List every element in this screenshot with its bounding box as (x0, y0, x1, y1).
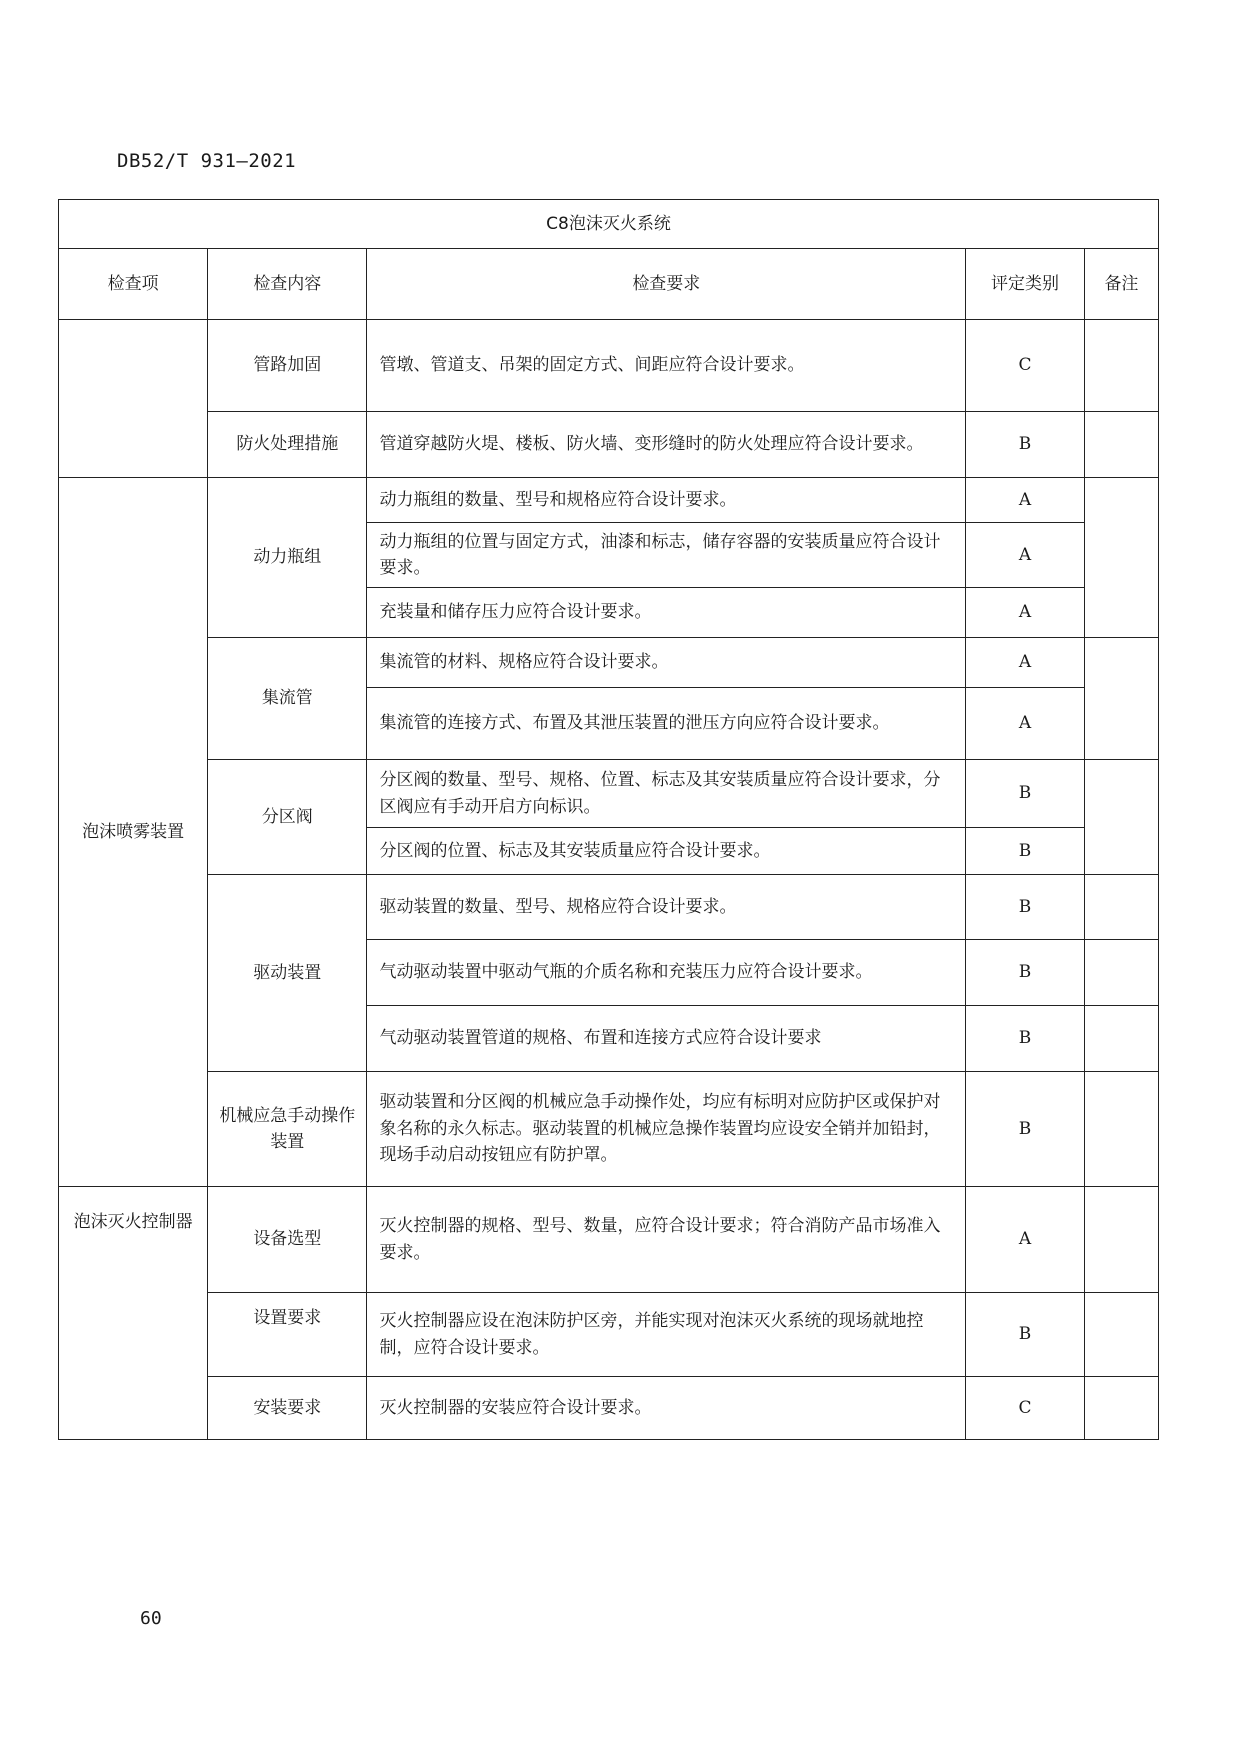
category-cell: B (966, 1072, 1085, 1187)
requirement-cell: 充装量和储存压力应符合设计要求。 (367, 588, 966, 638)
note-cell (1084, 1187, 1158, 1293)
note-cell (1084, 638, 1158, 760)
category-cell: A (966, 1187, 1085, 1293)
document-id: DB52/T 931—2021 (117, 150, 297, 172)
requirement-cell: 灭火控制器的安装应符合设计要求。 (367, 1377, 966, 1440)
content-cell: 管路加固 (208, 320, 367, 412)
requirement-cell: 集流管的材料、规格应符合设计要求。 (367, 638, 966, 688)
table-row (59, 638, 1159, 688)
content-cell: 安装要求 (208, 1377, 367, 1440)
content-cell: 分区阀 (208, 760, 367, 875)
requirement-cell: 气动驱动装置管道的规格、布置和连接方式应符合设计要求 (367, 1006, 966, 1072)
category-cell: C (966, 1377, 1085, 1440)
note-cell (1084, 478, 1158, 638)
content-cell: 集流管 (208, 638, 367, 760)
table-row (59, 1072, 1159, 1187)
requirement-cell: 分区阀的位置、标志及其安装质量应符合设计要求。 (367, 828, 966, 875)
content-cell: 设置要求 (208, 1293, 367, 1377)
table-row (59, 412, 1159, 478)
item-cell (59, 320, 208, 478)
table-row (59, 875, 1159, 940)
content-cell: 机械应急手动操作装置 (208, 1072, 367, 1187)
note-cell (1084, 412, 1158, 478)
table-row (59, 760, 1159, 828)
category-cell: A (966, 588, 1085, 638)
note-cell (1084, 1293, 1158, 1377)
header-item: 检查项 (59, 249, 208, 320)
requirement-cell: 管道穿越防火堤、楼板、防火墙、变形缝时的防火处理应符合设计要求。 (367, 412, 966, 478)
category-cell: A (966, 638, 1085, 688)
content-cell: 动力瓶组 (208, 478, 367, 638)
category-cell: B (966, 875, 1085, 940)
content-cell: 防火处理措施 (208, 412, 367, 478)
page-number: 60 (140, 1608, 162, 1629)
category-cell: B (966, 1293, 1085, 1377)
table-row (59, 320, 1159, 412)
category-cell: A (966, 478, 1085, 523)
category-cell: B (966, 1006, 1085, 1072)
note-cell (1084, 1072, 1158, 1187)
header-requirement: 检查要求 (367, 249, 966, 320)
item-cell: 泡沫灭火控制器 (59, 1187, 208, 1440)
content-cell: 驱动装置 (208, 875, 367, 1072)
category-cell: B (966, 940, 1085, 1006)
header-content: 检查内容 (208, 249, 367, 320)
requirement-cell: 动力瓶组的位置与固定方式，油漆和标志，储存容器的安装质量应符合设计要求。 (367, 523, 966, 588)
table-header-row (59, 249, 1159, 320)
requirement-cell: 分区阀的数量、型号、规格、位置、标志及其安装质量应符合设计要求，分区阀应有手动开启方向标识。 (367, 760, 966, 828)
table-row (59, 1187, 1159, 1293)
inspection-table (58, 199, 1159, 1440)
note-cell (1084, 320, 1158, 412)
requirement-cell: 管墩、管道支、吊架的固定方式、间距应符合设计要求。 (367, 320, 966, 412)
category-cell: A (966, 523, 1085, 588)
requirement-cell: 灭火控制器的规格、型号、数量，应符合设计要求；符合消防产品市场准入要求。 (367, 1187, 966, 1293)
item-cell: 泡沫喷雾装置 (59, 478, 208, 1187)
table-row (59, 478, 1159, 523)
table-title: C8泡沫灭火系统 (59, 200, 1159, 249)
header-category: 评定类别 (966, 249, 1085, 320)
requirement-cell: 驱动装置和分区阀的机械应急手动操作处，均应有标明对应防护区或保护对象名称的永久标志。驱动装置的机械应急操作装置均应设安全销并加铅封，现场手动启动按钮应有防护罩。 (367, 1072, 966, 1187)
table-row (59, 1293, 1159, 1377)
note-cell (1084, 760, 1158, 875)
requirement-cell: 动力瓶组的数量、型号和规格应符合设计要求。 (367, 478, 966, 523)
requirement-cell: 气动驱动装置中驱动气瓶的介质名称和充装压力应符合设计要求。 (367, 940, 966, 1006)
category-cell: B (966, 760, 1085, 828)
note-cell (1084, 875, 1158, 940)
note-cell (1084, 1377, 1158, 1440)
table-row (59, 1377, 1159, 1440)
requirement-cell: 驱动装置的数量、型号、规格应符合设计要求。 (367, 875, 966, 940)
requirement-cell: 集流管的连接方式、布置及其泄压装置的泄压方向应符合设计要求。 (367, 688, 966, 760)
category-cell: B (966, 828, 1085, 875)
requirement-cell: 灭火控制器应设在泡沫防护区旁，并能实现对泡沫灭火系统的现场就地控制，应符合设计要求。 (367, 1293, 966, 1377)
category-cell: A (966, 688, 1085, 760)
content-cell: 设备选型 (208, 1187, 367, 1293)
category-cell: B (966, 412, 1085, 478)
note-cell (1084, 1006, 1158, 1072)
header-note: 备注 (1084, 249, 1158, 320)
category-cell: C (966, 320, 1085, 412)
note-cell (1084, 940, 1158, 1006)
